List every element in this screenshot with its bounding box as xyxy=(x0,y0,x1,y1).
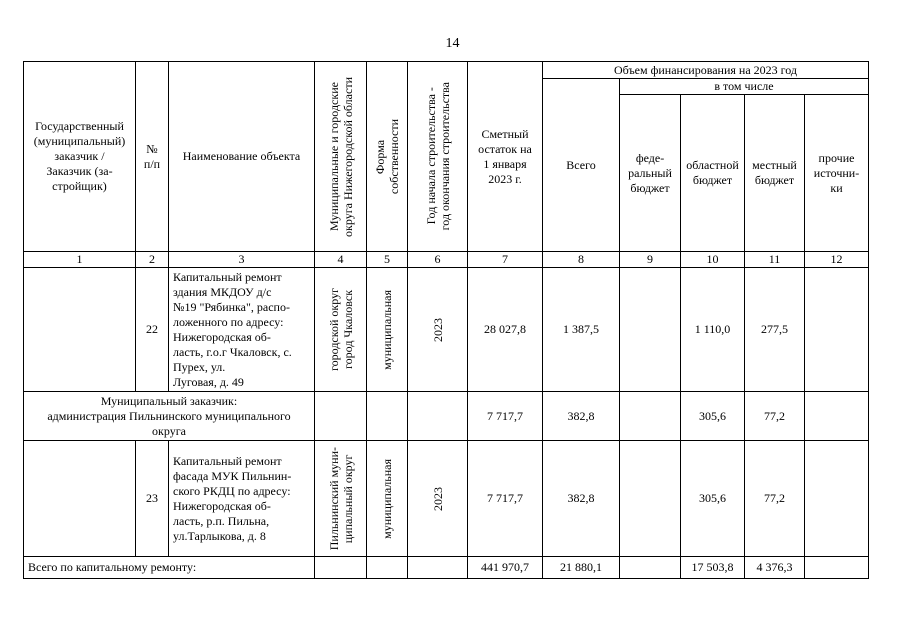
column-numbers-row xyxy=(24,252,869,268)
column-number: 9 xyxy=(620,252,681,268)
header-federal: феде- ральный бюджет xyxy=(620,95,681,252)
customer-balance: 7 717,7 xyxy=(468,392,543,441)
column-number: 7 xyxy=(468,252,543,268)
column-number: 6 xyxy=(408,252,468,268)
total-balance: 441 970,7 xyxy=(468,557,543,579)
customer-empty-cell xyxy=(367,392,408,441)
header-estimated-balance: Сметный остаток на 1 января 2023 г. xyxy=(468,62,543,252)
row-ownership-cell xyxy=(367,441,408,557)
total-label: Всего по капитальному ремонту: xyxy=(24,557,315,579)
header-other: прочие источни- ки xyxy=(805,95,869,252)
header-municipality-cell xyxy=(315,62,367,252)
header-object-name: Наименование объекта xyxy=(169,62,315,252)
row-object-name: Капитальный ремонт здания МКДОУ д/с №19 "Рябинка", распо- ложенного по адресу: Нижегородская об- ласть, г.о.г Чкаловск, с. Пурех, ул. Луговая, д. 49 xyxy=(169,268,315,392)
customer-empty-cell xyxy=(408,392,468,441)
column-number: 1 xyxy=(24,252,136,268)
row-federal xyxy=(620,268,681,392)
column-number: 10 xyxy=(681,252,745,268)
column-number: 12 xyxy=(805,252,869,268)
table-row xyxy=(24,441,869,557)
column-number: 3 xyxy=(169,252,315,268)
row-other xyxy=(805,441,869,557)
row-balance: 7 717,7 xyxy=(468,441,543,557)
row-regional: 1 110,0 xyxy=(681,268,745,392)
header-municipality: Муниципальные и городские округа Нижегородской области xyxy=(326,76,355,237)
row-total: 1 387,5 xyxy=(543,268,620,392)
total-local: 4 376,3 xyxy=(745,557,805,579)
total-regional: 17 503,8 xyxy=(681,557,745,579)
total-empty-cell xyxy=(315,557,367,579)
row-years-cell xyxy=(408,268,468,392)
header-regional: областной бюджет xyxy=(681,95,745,252)
total-row xyxy=(24,557,869,579)
header-years-cell xyxy=(408,62,468,252)
row-other xyxy=(805,268,869,392)
column-number: 11 xyxy=(745,252,805,268)
customer-total: 382,8 xyxy=(543,392,620,441)
total-empty-cell xyxy=(408,557,468,579)
header-ownership-cell xyxy=(367,62,408,252)
row-balance: 28 027,8 xyxy=(468,268,543,392)
page-number: 14 xyxy=(445,36,460,51)
row-ownership: муниципальная xyxy=(380,458,394,539)
header-ownership: Форма собственности xyxy=(373,118,401,195)
row-customer-empty xyxy=(24,441,136,557)
column-number: 5 xyxy=(367,252,408,268)
customer-label: Муниципальный заказчик: администрация Пильнинского муниципального округа xyxy=(24,392,315,441)
table-row xyxy=(24,268,869,392)
row-number: 23 xyxy=(136,441,169,557)
column-number: 8 xyxy=(543,252,620,268)
header-including: в том числе xyxy=(620,79,869,95)
total-federal xyxy=(620,557,681,579)
header-funding-group: Объем финансирования на 2023 год xyxy=(543,62,869,79)
total-total: 21 880,1 xyxy=(543,557,620,579)
row-local: 277,5 xyxy=(745,268,805,392)
row-number: 22 xyxy=(136,268,169,392)
row-municipality: городской округ город Чкаловск xyxy=(326,288,355,371)
row-ownership-cell xyxy=(367,268,408,392)
row-years: 2023 xyxy=(430,317,445,342)
row-customer-empty xyxy=(24,268,136,392)
row-municipality-cell xyxy=(315,441,367,557)
row-object-name: Капитальный ремонт фасада МУК Пильнин- ского РКДЦ по адресу: Нижегородская об- ласть, р.п. Пильна, ул.Тарлыкова, д. 8 xyxy=(169,441,315,557)
customer-local: 77,2 xyxy=(745,392,805,441)
header-total: Всего xyxy=(543,79,620,252)
row-local: 77,2 xyxy=(745,441,805,557)
header-number: № п/п xyxy=(136,62,169,252)
customer-regional: 305,6 xyxy=(681,392,745,441)
row-municipality: Пильнинский муни- ципальный округ xyxy=(326,446,355,551)
row-ownership: муниципальная xyxy=(380,289,394,370)
customer-other xyxy=(805,392,869,441)
row-years-cell xyxy=(408,441,468,557)
total-other xyxy=(805,557,869,579)
customer-empty-cell xyxy=(315,392,367,441)
column-number: 2 xyxy=(136,252,169,268)
column-number: 4 xyxy=(315,252,367,268)
financing-table xyxy=(23,61,869,579)
row-municipality-cell xyxy=(315,268,367,392)
row-regional: 305,6 xyxy=(681,441,745,557)
customer-row xyxy=(24,392,869,441)
total-empty-cell xyxy=(367,557,408,579)
row-years: 2023 xyxy=(430,486,445,511)
header-customer: Государственный (муниципальный) заказчик / Заказчик (за- стройщик) xyxy=(24,62,136,252)
customer-federal xyxy=(620,392,681,441)
header-local: местный бюджет xyxy=(745,95,805,252)
row-federal xyxy=(620,441,681,557)
row-total: 382,8 xyxy=(543,441,620,557)
header-years: Год начала строительства - год окончания строительства xyxy=(423,82,452,231)
